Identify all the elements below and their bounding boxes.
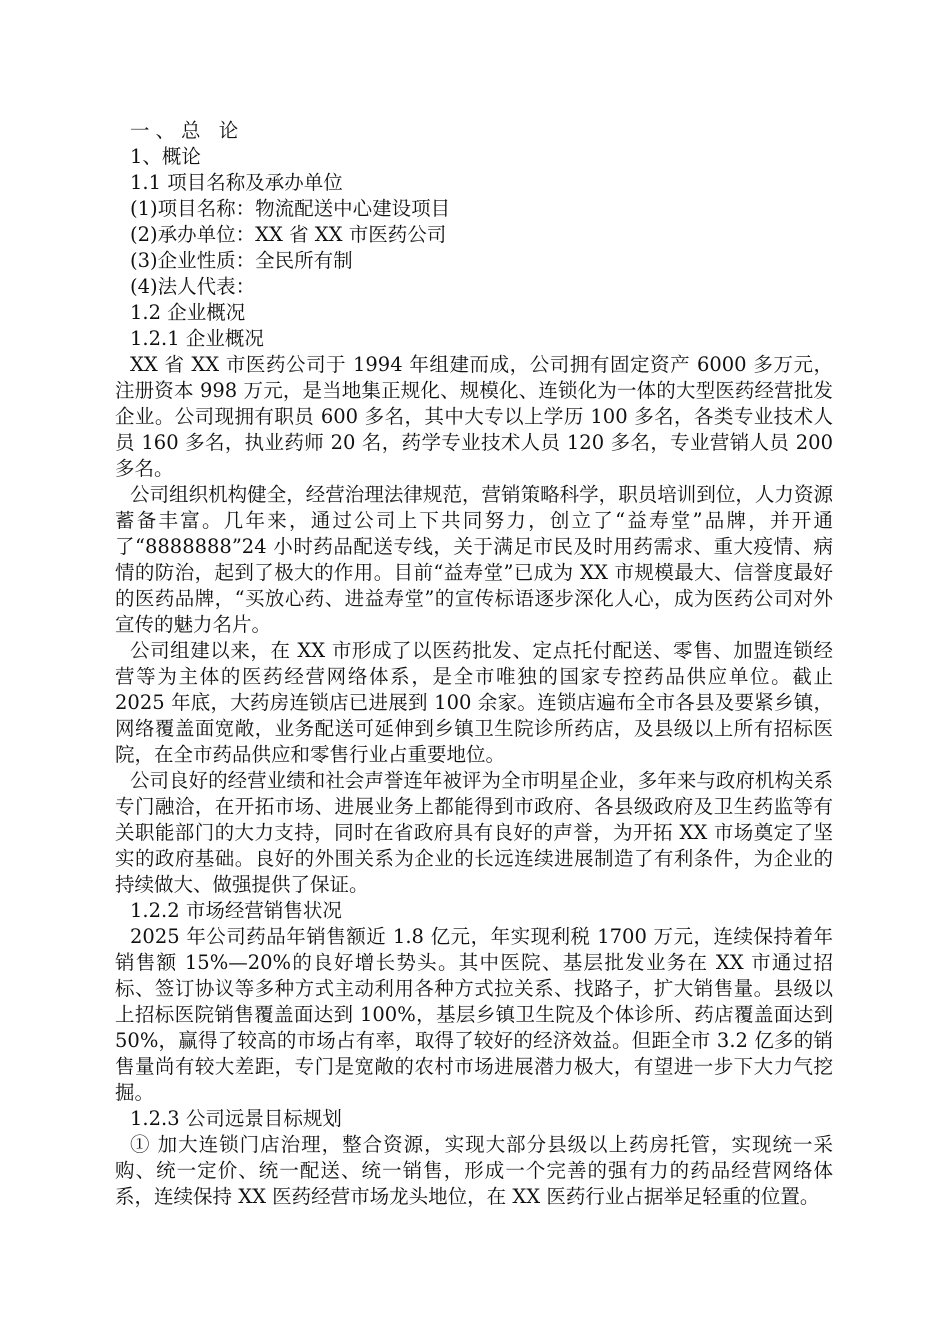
paragraph-company-overview: XX 省 XX 市医药公司于 1994 年组建而成，公司拥有固定资产 6000 多万元，注册资本 998 万元，是当地集正规化、规模化、连锁化为一体的大型医药经营批发企业。公司现拥有职员 600 多名，其中大专以上学历 100 多名，各类专业技术人员 160 多名，执业药师 20 名，药学专业技术人员 120 多名，专业营销人员 200 多名。: [115, 353, 833, 480]
paragraph-reputation: 公司良好的经营业绩和社会声誉连年被评为全市明星企业，多年来与政府机构关系专门融洽，在开拓市场、进展业务上都能得到市政府、各县级政府及卫生药监等有关职能部门的大力支持，同时在省政府具有良好的声誉，为开拓 XX 市场奠定了坚实的政府基础。良好的外围关系为企业的长远连续进展制造了有利条件，为企业的持续做大、做强提供了保证。: [115, 769, 833, 896]
main-heading: 一、总 论: [130, 119, 245, 142]
section-heading-1-2-2: 1.2.2 市场经营销售状况: [130, 899, 342, 922]
section-heading-1-1: 1.1 项目名称及承办单位: [130, 171, 343, 194]
legal-representative-item: (4)法人代表：: [130, 275, 256, 298]
project-name-item: (1)项目名称：物流配送中心建设项目: [130, 197, 451, 220]
organizer-item: (2)承办单位：XX 省 XX 市医药公司: [130, 223, 447, 246]
paragraph-sales: 2025 年公司药品年销售额近 1.8 亿元，年实现利税 1700 万元，连续保持着年销售额 15%—20%的良好增长势头。其中医院、基层批发业务在 XX 市通过招标、签订协议等多种方式主动利用各种方式拉关系、找路子，扩大销售量。县级以上招标医院销售覆盖面达到 100%，基层乡镇卫生院及个体诊所、药店覆盖面达到 50%，赢得了较高的市场占有率，取得了较好的经济效益。但距全市 3.2 亿多的销售量尚有较大差距，专门是宽敞的农村市场进展潜力极大，有望进一步下大力气挖掘。: [115, 925, 833, 1104]
paragraph-network: 公司组建以来，在 XX 市形成了以医药批发、定点托付配送、零售、加盟连锁经营等为主体的医药经营网络体系，是全市唯独的国家专控药品供应单位。截止 2025 年底，大药房连锁店已进展到 100 余家。连锁店遍布全市各县及要紧乡镇，网络覆盖面宽敞，业务配送可延伸到乡镇卫生院诊所药店，及县级以上所有招标医院，在全市药品供应和零售行业占重要地位。: [115, 639, 833, 766]
section-heading-1-2-3: 1.2.3 公司远景目标规划: [130, 1107, 342, 1130]
document-page: [115, 118, 833, 1210]
enterprise-nature-item: (3)企业性质：全民所有制: [130, 249, 353, 272]
paragraph-goal-1: ① 加大连锁门店治理，整合资源，实现大部分县级以上药房托管，实现统一采购、统一定价、统一配送、统一销售，形成一个完善的强有力的药品经营网络体系，连续保持 XX 医药经营市场龙头地位，在 XX 医药行业占据举足轻重的位置。: [115, 1133, 833, 1208]
section-heading-1: 1、概论: [130, 145, 201, 168]
section-heading-1-2-1: 1.2.1 企业概况: [130, 327, 264, 350]
paragraph-organization: 公司组织机构健全，经营治理法律规范，营销策略科学，职员培训到位，人力资源蓄备丰富。几年来，通过公司上下共同努力，创立了“益寿堂”品牌，并开通了“8888888”24 小时药品配送专线，关于满足市民及时用药需求、重大疫情、病情的防治，起到了极大的作用。目前“益寿堂”已成为 XX 市规模最大、信誉度最好的医药品牌，“买放心药、进益寿堂”的宣传标语逐步深化人心，成为医药公司对外宣传的魅力名片。: [115, 483, 833, 636]
section-heading-1-2: 1.2 企业概况: [130, 301, 246, 324]
